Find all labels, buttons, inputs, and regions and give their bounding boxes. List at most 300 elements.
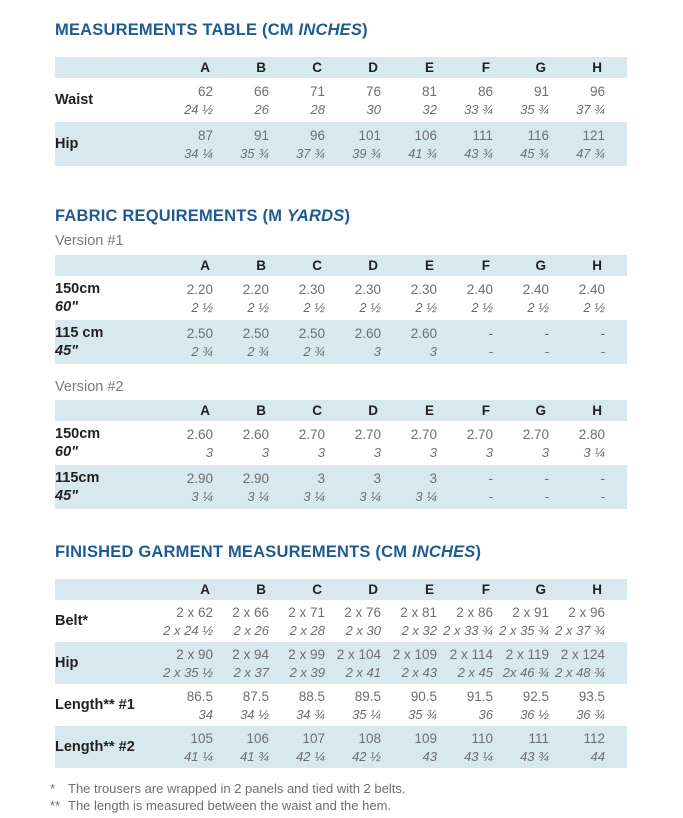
value-cell	[157, 276, 213, 320]
table-row	[55, 465, 627, 509]
value-cell	[493, 78, 549, 122]
value-cell	[157, 726, 213, 768]
measurements-table	[55, 57, 627, 166]
imperial-value: 2 x 28	[289, 622, 325, 638]
value-cell	[325, 465, 381, 509]
spacer-cell	[605, 642, 627, 684]
value-cell	[213, 642, 269, 684]
metric-value: -	[488, 325, 493, 341]
metric-value: 106	[246, 730, 269, 746]
metric-value: 2.50	[242, 325, 269, 341]
version-1-label: Version #1	[55, 233, 124, 249]
metric-value: 3	[429, 470, 437, 486]
metric-value: 2.70	[298, 426, 325, 442]
spacer-cell	[605, 320, 627, 364]
imperial-value: 34 ¾	[296, 706, 325, 722]
metric-value: 2.50	[298, 325, 325, 341]
column-header-e: E	[381, 255, 437, 276]
footnote-text: The length is measured between the waist and the hem.	[68, 798, 392, 813]
column-header-f: F	[437, 57, 493, 78]
table-row	[55, 78, 627, 122]
column-header-d: D	[325, 579, 381, 600]
value-cell	[269, 600, 325, 642]
column-header-e: E	[381, 579, 437, 600]
value-cell	[381, 276, 437, 320]
spacer-cell	[605, 465, 627, 509]
title-text: MEASUREMENTS TABLE (CM	[55, 21, 299, 39]
imperial-value: 33 ¾	[464, 101, 493, 117]
metric-value: 2 x 99	[288, 646, 325, 662]
metric-value: 2.60	[186, 426, 213, 442]
value-cell	[493, 642, 549, 684]
metric-value: -	[600, 470, 605, 486]
row-label-main: Hip	[55, 136, 79, 152]
metric-value: 2 x 90	[176, 646, 213, 662]
imperial-value: 2 x 32	[401, 622, 437, 638]
imperial-value: 2 x 35 ¾	[499, 622, 549, 638]
title-close: )	[475, 543, 482, 561]
version-2-label: Version #2	[55, 379, 124, 395]
value-cell	[437, 276, 493, 320]
value-cell	[269, 642, 325, 684]
column-header-h: H	[549, 57, 605, 78]
metric-value: 2.30	[298, 281, 325, 297]
spacer-cell	[605, 579, 627, 600]
metric-value: 2 x 104	[336, 646, 381, 662]
imperial-value: 32	[422, 101, 437, 117]
footnote-text: The trousers are wrapped in 2 panels and tied with 2 belts.	[68, 781, 406, 796]
imperial-value: 2 x 39	[289, 664, 325, 680]
value-cell	[493, 320, 549, 364]
imperial-value: 35 ¾	[240, 145, 269, 161]
column-header-row	[55, 255, 627, 276]
metric-value: 2.70	[522, 426, 549, 442]
imperial-value: 3	[541, 444, 549, 460]
table-row	[55, 320, 627, 364]
imperial-value: 2 x 45	[457, 664, 493, 680]
spacer-cell	[605, 57, 627, 78]
column-header-d: D	[325, 57, 381, 78]
imperial-value: 41 ¾	[408, 145, 437, 161]
imperial-value: 3	[261, 444, 269, 460]
metric-value: 2 x 62	[176, 604, 213, 620]
footnote-marker: *	[50, 781, 56, 796]
imperial-value: 2 x 33 ¾	[443, 622, 493, 638]
value-cell	[549, 642, 605, 684]
column-header-b: B	[213, 579, 269, 600]
metric-value: 2.20	[186, 281, 213, 297]
value-cell	[549, 78, 605, 122]
column-header-a: A	[157, 255, 213, 276]
imperial-value: 2 ½	[247, 299, 269, 315]
metric-value: 2 x 86	[456, 604, 493, 620]
imperial-value: 45 ¾	[520, 145, 549, 161]
column-header-d: D	[325, 400, 381, 421]
column-header-a: A	[157, 579, 213, 600]
imperial-value: 2 x 37	[233, 664, 269, 680]
imperial-value: 47 ¾	[576, 145, 605, 161]
imperial-value: 36	[478, 706, 493, 722]
value-cell	[493, 421, 549, 465]
metric-value: 2 x 81	[400, 604, 437, 620]
row-label-main: Waist	[55, 92, 94, 108]
imperial-value: 2 x 30	[345, 622, 381, 638]
value-cell	[213, 78, 269, 122]
value-cell	[213, 320, 269, 364]
footnote-belts	[50, 780, 683, 797]
finished-garment-title	[55, 542, 683, 562]
column-header-f: F	[437, 400, 493, 421]
imperial-value: -	[488, 488, 493, 504]
table-row	[55, 276, 627, 320]
imperial-value: 43 ¾	[464, 145, 493, 161]
imperial-value: 30	[366, 101, 381, 117]
title-text: FABRIC REQUIREMENTS (M	[55, 207, 287, 225]
row-label	[55, 642, 157, 684]
metric-value: -	[544, 470, 549, 486]
row-label-sub: 60"	[55, 299, 79, 315]
row-label	[55, 122, 157, 166]
spacer-cell	[605, 400, 627, 421]
metric-value: 105	[190, 730, 213, 746]
imperial-value: 3 ¼	[583, 444, 605, 460]
imperial-value: 3	[429, 444, 437, 460]
column-header-b: B	[213, 400, 269, 421]
value-cell	[549, 122, 605, 166]
imperial-value: 44	[590, 748, 605, 764]
value-cell	[549, 684, 605, 726]
imperial-value: -	[600, 343, 605, 359]
metric-value: -	[488, 470, 493, 486]
value-cell	[269, 726, 325, 768]
metric-value: 2.30	[354, 281, 381, 297]
value-cell	[269, 78, 325, 122]
metric-value: 101	[358, 127, 381, 143]
value-cell	[157, 78, 213, 122]
metric-value: 2.70	[354, 426, 381, 442]
metric-value: 2.70	[410, 426, 437, 442]
metric-value: 121	[582, 127, 605, 143]
metric-value: 2.40	[522, 281, 549, 297]
imperial-value: 2 ¾	[303, 343, 325, 359]
value-cell	[325, 276, 381, 320]
imperial-value: 28	[310, 101, 325, 117]
value-cell	[213, 276, 269, 320]
value-cell	[269, 276, 325, 320]
metric-value: 2.60	[242, 426, 269, 442]
metric-value: 2.50	[186, 325, 213, 341]
metric-value: 89.5	[354, 688, 381, 704]
value-cell	[213, 600, 269, 642]
metric-value: 2.80	[578, 426, 605, 442]
value-cell	[549, 276, 605, 320]
metric-value: 81	[421, 83, 437, 99]
column-header-a: A	[157, 57, 213, 78]
imperial-value: -	[544, 343, 549, 359]
column-header-g: G	[493, 255, 549, 276]
imperial-value: 26	[254, 101, 269, 117]
metric-value: 116	[527, 127, 549, 143]
metric-value: 2 x 66	[232, 604, 269, 620]
metric-value: 62	[197, 83, 213, 99]
value-cell	[269, 320, 325, 364]
metric-value: 2 x 96	[568, 604, 605, 620]
metric-value: 106	[414, 127, 437, 143]
imperial-value: 2 x 41	[345, 664, 381, 680]
imperial-value: 24 ½	[184, 101, 213, 117]
imperial-value: 3	[317, 444, 325, 460]
value-cell	[549, 600, 605, 642]
value-cell	[381, 421, 437, 465]
table-row	[55, 600, 627, 642]
row-label-sub: 45"	[55, 343, 79, 359]
value-cell	[157, 600, 213, 642]
value-cell	[381, 320, 437, 364]
spacer-cell	[605, 600, 627, 642]
value-cell	[381, 684, 437, 726]
imperial-value: 2 x 48 ¾	[555, 664, 605, 680]
metric-value: 76	[365, 83, 381, 99]
imperial-value: 37 ¾	[576, 101, 605, 117]
row-label-main: Hip	[55, 655, 79, 671]
imperial-value: 42 ½	[352, 748, 381, 764]
metric-value: 2 x 109	[392, 646, 437, 662]
row-label-sub: 45"	[55, 488, 79, 504]
imperial-value: 3 ¼	[247, 488, 269, 504]
measurements-table-title	[55, 0, 683, 40]
metric-value: 2 x 76	[344, 604, 381, 620]
column-header-h: H	[549, 400, 605, 421]
value-cell	[437, 600, 493, 642]
row-label	[55, 421, 157, 465]
value-cell	[325, 122, 381, 166]
value-cell	[381, 122, 437, 166]
column-header-a: A	[157, 400, 213, 421]
imperial-value: 2 x 43	[401, 664, 437, 680]
metric-value: 2 x 71	[288, 604, 325, 620]
value-cell	[269, 465, 325, 509]
imperial-value: 2 x 35 ½	[163, 664, 213, 680]
value-cell	[325, 642, 381, 684]
imperial-value: 2 x 26	[233, 622, 269, 638]
value-cell	[549, 421, 605, 465]
column-header-h: H	[549, 579, 605, 600]
title-unit-italic: YARDS	[286, 207, 345, 225]
metric-value: 2.70	[466, 426, 493, 442]
value-cell	[269, 122, 325, 166]
title-close: )	[362, 21, 368, 39]
corner-cell	[55, 400, 157, 421]
imperial-value: 36 ¾	[576, 706, 605, 722]
metric-value: 111	[528, 730, 549, 746]
value-cell	[269, 421, 325, 465]
metric-value: 88.5	[298, 688, 325, 704]
imperial-value: 35 ¾	[408, 706, 437, 722]
imperial-value: 2 ½	[415, 299, 437, 315]
metric-value: 2 x 119	[505, 646, 549, 662]
metric-value: 90.5	[410, 688, 437, 704]
imperial-value: 43 ¾	[520, 748, 549, 764]
imperial-value: 2 ¾	[191, 343, 213, 359]
footnote-marker: **	[50, 798, 61, 813]
imperial-value: 37 ¾	[296, 145, 325, 161]
spacer-cell	[605, 421, 627, 465]
row-label-sub: 60"	[55, 444, 79, 460]
row-label	[55, 600, 157, 642]
corner-cell	[55, 57, 157, 78]
value-cell	[549, 465, 605, 509]
imperial-value: -	[600, 488, 605, 504]
metric-value: 91	[253, 127, 269, 143]
value-cell	[549, 726, 605, 768]
imperial-value: 36 ½	[520, 706, 549, 722]
column-header-c: C	[269, 400, 325, 421]
corner-cell	[55, 579, 157, 600]
value-cell	[157, 684, 213, 726]
metric-value: 2 x 91	[512, 604, 549, 620]
imperial-value: 2 ½	[471, 299, 493, 315]
spacer-cell	[605, 255, 627, 276]
column-header-row	[55, 579, 627, 600]
fabric-requirements-title	[55, 206, 683, 226]
imperial-value: 3	[429, 343, 437, 359]
row-label	[55, 465, 157, 509]
imperial-value: 3 ¼	[415, 488, 437, 504]
metric-value: 2.20	[242, 281, 269, 297]
column-header-g: G	[493, 400, 549, 421]
value-cell	[437, 320, 493, 364]
column-header-c: C	[269, 57, 325, 78]
imperial-value: 2 x 24 ½	[163, 622, 213, 638]
column-header-d: D	[325, 255, 381, 276]
row-label-main: 115 cm	[55, 325, 104, 341]
table-row	[55, 726, 627, 768]
row-label	[55, 726, 157, 768]
fabric-table-version-2	[55, 400, 627, 509]
metric-value: 2.40	[578, 281, 605, 297]
imperial-value: 2 ½	[191, 299, 213, 315]
metric-value: -	[600, 325, 605, 341]
metric-value: 109	[414, 730, 437, 746]
column-header-row	[55, 400, 627, 421]
metric-value: 108	[358, 730, 381, 746]
metric-value: 112	[583, 730, 605, 746]
value-cell	[381, 726, 437, 768]
metric-value: 87.5	[242, 688, 269, 704]
metric-value: 2 x 94	[232, 646, 269, 662]
value-cell	[325, 421, 381, 465]
imperial-value: 3	[373, 343, 381, 359]
metric-value: 96	[309, 127, 325, 143]
title-unit-italic: INCHES	[411, 543, 476, 561]
imperial-value: 3 ¼	[303, 488, 325, 504]
fabric-table-version-1	[55, 255, 627, 364]
table-row	[55, 421, 627, 465]
imperial-value: 35 ¾	[520, 101, 549, 117]
column-header-row	[55, 57, 627, 78]
metric-value: 91.5	[466, 688, 493, 704]
value-cell	[325, 600, 381, 642]
value-cell	[437, 421, 493, 465]
value-cell	[493, 684, 549, 726]
spacer-cell	[605, 78, 627, 122]
value-cell	[493, 276, 549, 320]
imperial-value: 41 ¾	[240, 748, 269, 764]
row-label-main: Length** #1	[55, 697, 135, 713]
imperial-value: 34	[198, 706, 213, 722]
column-header-h: H	[549, 255, 605, 276]
imperial-value: 2 ½	[303, 299, 325, 315]
metric-value: 2.40	[466, 281, 493, 297]
imperial-value: 39 ¾	[352, 145, 381, 161]
metric-value: 92.5	[522, 688, 549, 704]
value-cell	[493, 122, 549, 166]
imperial-value: 2 ½	[359, 299, 381, 315]
column-header-b: B	[213, 255, 269, 276]
imperial-value: 2 x 37 ¾	[555, 622, 605, 638]
row-label	[55, 78, 157, 122]
value-cell	[325, 320, 381, 364]
title-unit-italic: INCHES	[298, 21, 363, 39]
value-cell	[325, 726, 381, 768]
value-cell	[381, 465, 437, 509]
row-label-main: Length** #2	[55, 739, 135, 755]
imperial-value: 2 ½	[583, 299, 605, 315]
value-cell	[325, 684, 381, 726]
value-cell	[437, 642, 493, 684]
value-cell	[157, 122, 213, 166]
value-cell	[157, 642, 213, 684]
spacer-cell	[605, 122, 627, 166]
metric-value: 2.90	[186, 470, 213, 486]
spacer-cell	[605, 276, 627, 320]
metric-value: 87	[197, 127, 213, 143]
value-cell	[157, 320, 213, 364]
metric-value: 86.5	[186, 688, 213, 704]
row-label	[55, 276, 157, 320]
column-header-g: G	[493, 57, 549, 78]
table-row	[55, 684, 627, 726]
imperial-value: 43	[422, 748, 437, 764]
value-cell	[157, 465, 213, 509]
value-cell	[157, 421, 213, 465]
spacer-cell	[605, 684, 627, 726]
metric-value: 86	[477, 83, 493, 99]
column-header-e: E	[381, 400, 437, 421]
imperial-value: 34 ½	[240, 706, 269, 722]
imperial-value: 34 ¼	[184, 145, 213, 161]
value-cell	[213, 421, 269, 465]
value-cell	[493, 465, 549, 509]
value-cell	[325, 78, 381, 122]
value-cell	[381, 78, 437, 122]
imperial-value: 2 ¾	[247, 343, 269, 359]
imperial-value: 42 ¼	[296, 748, 325, 764]
metric-value: 111	[472, 127, 493, 143]
imperial-value: 43 ¼	[464, 748, 493, 764]
metric-value: 2.30	[410, 281, 437, 297]
row-label	[55, 684, 157, 726]
value-cell	[213, 465, 269, 509]
column-header-c: C	[269, 255, 325, 276]
imperial-value: -	[488, 343, 493, 359]
footnotes	[50, 780, 683, 814]
imperial-value: 35 ¼	[352, 706, 381, 722]
imperial-value: 2x 46 ¾	[502, 664, 549, 680]
value-cell	[437, 465, 493, 509]
metric-value: 91	[533, 83, 549, 99]
metric-value: 2.60	[410, 325, 437, 341]
